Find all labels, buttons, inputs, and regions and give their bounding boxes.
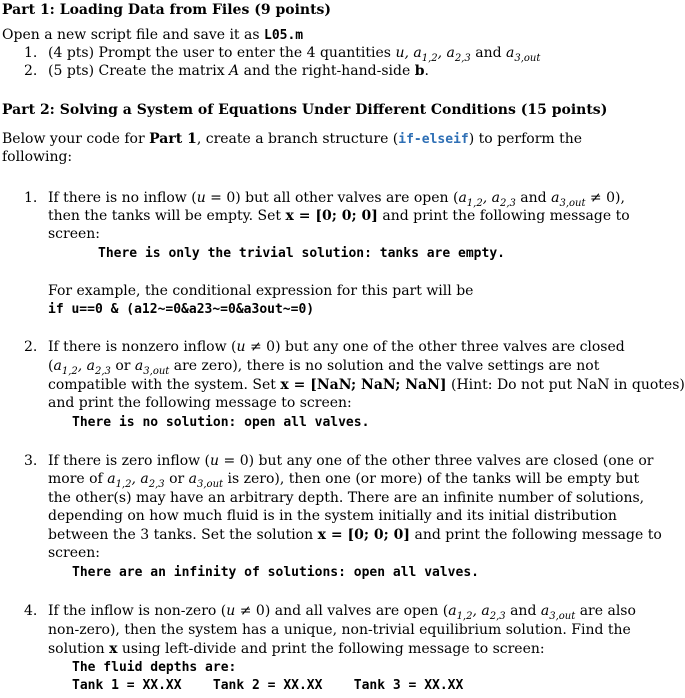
text: more of <box>48 471 108 487</box>
text: between the 3 tanks. Set the solution <box>48 527 318 543</box>
text: ) but all other valves are open ( <box>235 190 459 206</box>
part2-item4-line3 <box>48 641 545 659</box>
matrix-a: A <box>229 63 240 79</box>
part2-intro-bold: Part 1 <box>149 131 197 147</box>
solution-x: x <box>109 641 118 657</box>
part2-item3-line2: more of $a_{1,2}$, $a_{2,3}$ or $a_{3,out}$ is zero), then one (or more) of the tanks will be empty but <box>48 471 640 490</box>
text: then the tanks will be empty. Set <box>48 208 286 224</box>
text: (Hint: Do not put NaN in quotes) <box>446 377 685 393</box>
part2-intro-line1 <box>2 131 582 149</box>
part1-item2 <box>48 63 429 81</box>
part2-intro-end: ) to perform the <box>468 131 583 147</box>
part1-intro-text: Open a new script file and save it as <box>2 27 264 43</box>
part2-item3-line5 <box>48 527 662 545</box>
part2-item3-number: 3. <box>24 453 38 469</box>
part1-item2-text: (5 pts) Create the matrix <box>48 63 230 79</box>
solution-vector: x = [0; 0; 0] <box>285 208 378 224</box>
text: solution <box>48 641 110 657</box>
text: If there is no inflow ( <box>48 190 197 206</box>
part2-item4-number: 4. <box>24 603 38 619</box>
part1-item2-number: 2. <box>24 63 38 79</box>
part2-item1-example: For example, the conditional expression for this part will be <box>48 283 474 299</box>
code-if-elseif: if-elseif <box>398 132 469 147</box>
part2-intro-line2: following: <box>2 149 73 165</box>
text: If the inflow is non-zero ( <box>48 603 227 619</box>
part2-item1-code: if u==0 & (a12~=0&a23~=0&a3out~=0) <box>48 302 315 317</box>
part2-item3-line4: depending on how much fluid is in the system initially and its initial distribution <box>48 508 617 524</box>
part1-heading: Part 1: Loading Data from Files (9 points) <box>2 2 332 18</box>
text: ), <box>615 190 625 206</box>
math: u <box>196 190 206 206</box>
part2-item3-line3: the other(s) may have an arbitrary depth. There are an infinite number of solutions, <box>48 490 645 506</box>
part2-item1-line3: screen: <box>48 226 101 242</box>
part2-item4-line2: non-zero), then the system has a unique, non-trivial equilibrium solution. Find the <box>48 622 631 638</box>
part2-item1-line2 <box>48 208 630 226</box>
text: and print the following message to <box>410 527 662 543</box>
text: ) but any one of the other three valves are closed <box>275 339 625 355</box>
part1-item2-text-mid: and the right-hand-side <box>239 63 415 79</box>
part1-filename: L05.m <box>264 28 304 43</box>
text: and print the following message to <box>377 208 630 224</box>
part2-item1-number: 1. <box>24 190 38 206</box>
part2-item1-line1: If there is no inflow (u = 0) but all other valves are open ($a_{1,2}$, $a_{2,3}$ and $a_{3,out} \ne 0$), <box>48 190 625 209</box>
part2-item2-message: There is no solution: open all valves. <box>72 415 370 430</box>
part2-item2-line2: ($a_{1,2}$, $a_{2,3}$ or $a_{3,out}$ are zero), there is no solution and the valve settings are not <box>48 358 600 377</box>
text: If there is zero inflow ( <box>48 453 211 469</box>
part1-item1-number: 1. <box>24 45 38 61</box>
vector-b: b <box>414 63 425 79</box>
part2-intro-mid: , create a branch structure ( <box>196 131 399 147</box>
text: compatible with the system. Set <box>48 377 281 393</box>
part1-item2-text-end: . <box>424 63 429 79</box>
part2-item2-number: 2. <box>24 339 38 355</box>
math: $a_{1,2}$, $a_{2,3}$ <box>458 190 516 209</box>
part2-item3-line6: screen: <box>48 545 101 561</box>
part2-item2-line4: and print the following message to screen: <box>48 395 352 411</box>
part1-item1-text: (4 pts) Prompt the user to enter the 4 quantities <box>48 45 396 61</box>
text: If there is nonzero inflow ( <box>48 339 237 355</box>
text: are also <box>575 603 636 619</box>
part2-item4-message1: The fluid depths are: <box>72 660 237 675</box>
text: using left-divide and print the following message to screen: <box>117 641 545 657</box>
part1-item1: (4 pts) Prompt the user to enter the 4 quantities u, $a_{1,2}$, $a_{2,3}$ and $a_{3,out}$ <box>48 45 541 64</box>
text: ) but any one of the other three valves are closed (one or <box>248 453 654 469</box>
part2-item1-message: There is only the trivial solution: tanks are empty. <box>98 246 505 261</box>
text: are zero), there is no solution and the valve settings are not <box>169 358 600 374</box>
part2-heading: Part 2: Solving a System of Equations Under Different Conditions (15 points) <box>2 102 608 118</box>
part2-item3-message: There are an infinity of solutions: open all valves. <box>72 565 479 580</box>
solution-vector: x = [NaN; NaN; NaN] <box>280 377 447 393</box>
part2-item3-line1: If there is zero inflow (u = 0) but any one of the other three valves are closed (one or <box>48 453 654 469</box>
part2-item4-message2: Tank 1 = XX.XX Tank 2 = XX.XX Tank 3 = XX.XX <box>72 678 464 693</box>
part2-item2-line1: If there is nonzero inflow (u ≠ 0) but any one of the other three valves are closed <box>48 339 625 355</box>
part2-item2-line3 <box>48 377 685 395</box>
text: ) and all valves are open ( <box>264 603 449 619</box>
part2-intro-pre: Below your code for <box>2 131 150 147</box>
text: is zero), then one (or more) of the tanks will be empty but <box>223 471 640 487</box>
part2-item4-line1: If the inflow is non-zero (u ≠ 0) and all valves are open ($a_{1,2}$, $a_{2,3}$ and $a_{3,out}$ are also <box>48 603 636 622</box>
solution-vector: x = [0; 0; 0] <box>317 527 411 543</box>
part1-item1-math: u, $a_{1,2}$, $a_{2,3}$ <box>395 45 471 64</box>
part1-intro <box>2 27 303 45</box>
